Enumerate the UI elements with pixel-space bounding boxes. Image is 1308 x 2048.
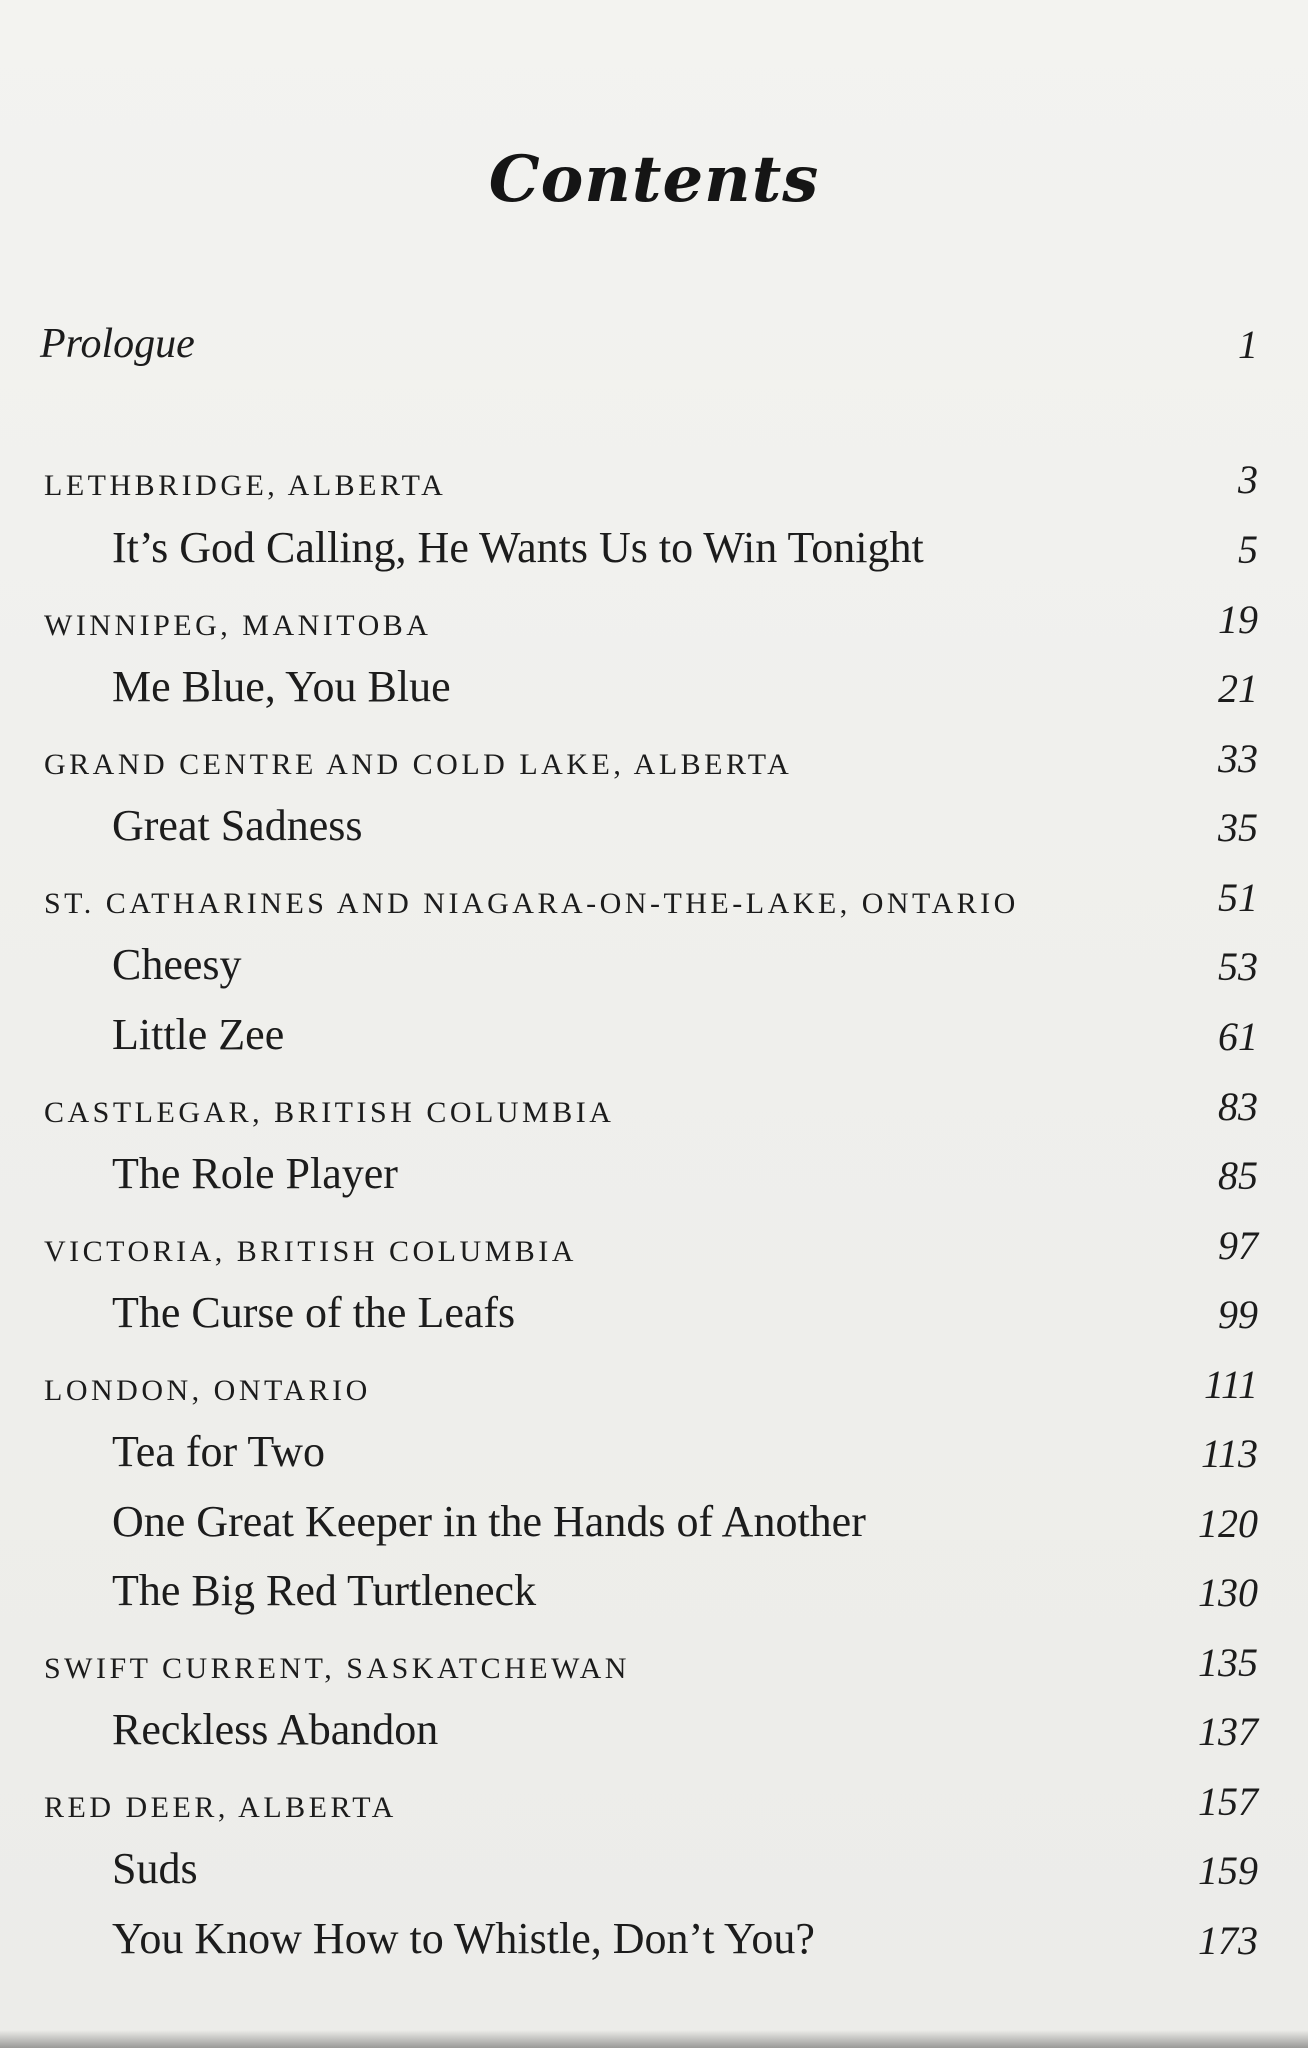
toc-chapter-entry [0, 1012, 1308, 1072]
toc-section-entry [0, 734, 1308, 794]
toc-page-number: 111 [1203, 1362, 1258, 1407]
toc-page-number: 85 [1218, 1153, 1258, 1198]
toc-chapter-entry [0, 942, 1308, 1002]
toc-entry-label: Suds [112, 1844, 198, 1893]
toc-section-entry [0, 1777, 1308, 1837]
toc-page-number: 61 [1218, 1014, 1258, 1059]
toc-entry-label: CASTLEGAR, BRITISH COLUMBIA [44, 1096, 615, 1129]
toc-entry-label: ST. CATHARINES AND NIAGARA-ON-THE-LAKE, ONTARIO [44, 887, 1019, 920]
toc-entry-label: WINNIPEG, MANITOBA [44, 609, 432, 642]
toc-chapter-entry [0, 1568, 1308, 1628]
toc-page-number: 19 [1218, 597, 1258, 642]
toc-page-number: 51 [1218, 875, 1258, 920]
toc-page-number: 3 [1238, 457, 1258, 502]
toc-entry-label: Me Blue, You Blue [112, 662, 451, 711]
toc-chapter-entry [0, 1499, 1308, 1559]
toc-entry-label: The Role Player [112, 1149, 398, 1198]
toc-entry-label: LETHBRIDGE, ALBERTA [44, 469, 447, 502]
toc-entry-label: SWIFT CURRENT, SASKATCHEWAN [44, 1652, 630, 1685]
toc-page-number: 1 [1238, 322, 1258, 367]
toc-page-number: 99 [1218, 1292, 1258, 1337]
toc-section-entry [0, 595, 1308, 655]
toc-section-entry [0, 1638, 1308, 1698]
toc-entry-label: The Curse of the Leafs [112, 1288, 516, 1337]
toc-chapter-entry [0, 1151, 1308, 1211]
toc-entry-label: RED DEER, ALBERTA [44, 1791, 397, 1824]
page-edge-shadow [0, 2030, 1308, 2048]
toc-chapter-entry [0, 1846, 1308, 1906]
toc-entry-label: LONDON, ONTARIO [44, 1374, 371, 1407]
toc-section-entry [0, 1360, 1308, 1420]
toc-page-number: 130 [1198, 1570, 1258, 1615]
toc-section-entry [0, 1221, 1308, 1281]
toc-page-number: 5 [1238, 527, 1258, 572]
toc-entry-label: Great Sadness [112, 801, 363, 850]
toc-entry-label: Reckless Abandon [112, 1705, 439, 1754]
toc-chapter-entry [0, 1290, 1308, 1350]
toc-page-number: 157 [1198, 1779, 1258, 1824]
page-title: Contents [488, 142, 820, 217]
toc-chapter-entry [0, 1916, 1308, 1976]
toc-prologue-entry [0, 320, 1308, 380]
toc-page-number: 21 [1218, 666, 1258, 711]
toc-section-entry [0, 455, 1308, 515]
toc-page-number: 159 [1198, 1848, 1258, 1893]
toc-page-number: 83 [1218, 1084, 1258, 1129]
toc-chapter-entry [0, 664, 1308, 724]
toc-entry-label: Little Zee [112, 1010, 285, 1059]
toc-entry-label: Tea for Two [112, 1427, 325, 1476]
toc-page-number: 53 [1218, 944, 1258, 989]
toc-page-number: 135 [1198, 1640, 1258, 1685]
toc-page-number: 137 [1198, 1709, 1258, 1754]
toc-entry-label: Prologue [40, 321, 195, 367]
toc-section-entry [0, 1082, 1308, 1142]
toc-entry-label: GRAND CENTRE AND COLD LAKE, ALBERTA [44, 748, 793, 781]
toc-chapter-entry [0, 803, 1308, 863]
toc-chapter-entry [0, 525, 1308, 585]
toc-page-number: 97 [1218, 1223, 1258, 1268]
toc-page-number: 120 [1198, 1501, 1258, 1546]
toc-entry-label: One Great Keeper in the Hands of Another [112, 1497, 866, 1546]
toc-page-number: 113 [1200, 1431, 1258, 1476]
toc-chapter-entry [0, 1707, 1308, 1767]
toc-page-number: 173 [1198, 1918, 1258, 1963]
toc-chapter-entry [0, 1429, 1308, 1489]
toc-page-number: 35 [1218, 805, 1258, 850]
toc-entry-label: It’s God Calling, He Wants Us to Win Tonight [112, 523, 924, 572]
toc-entry-label: Cheesy [112, 940, 242, 989]
toc-entry-label: You Know How to Whistle, Don’t You? [112, 1914, 815, 1963]
toc-entry-label: VICTORIA, BRITISH COLUMBIA [44, 1235, 577, 1268]
toc-entry-label: The Big Red Turtleneck [112, 1566, 537, 1615]
toc-section-entry [0, 873, 1308, 933]
toc-page-number: 33 [1218, 736, 1258, 781]
